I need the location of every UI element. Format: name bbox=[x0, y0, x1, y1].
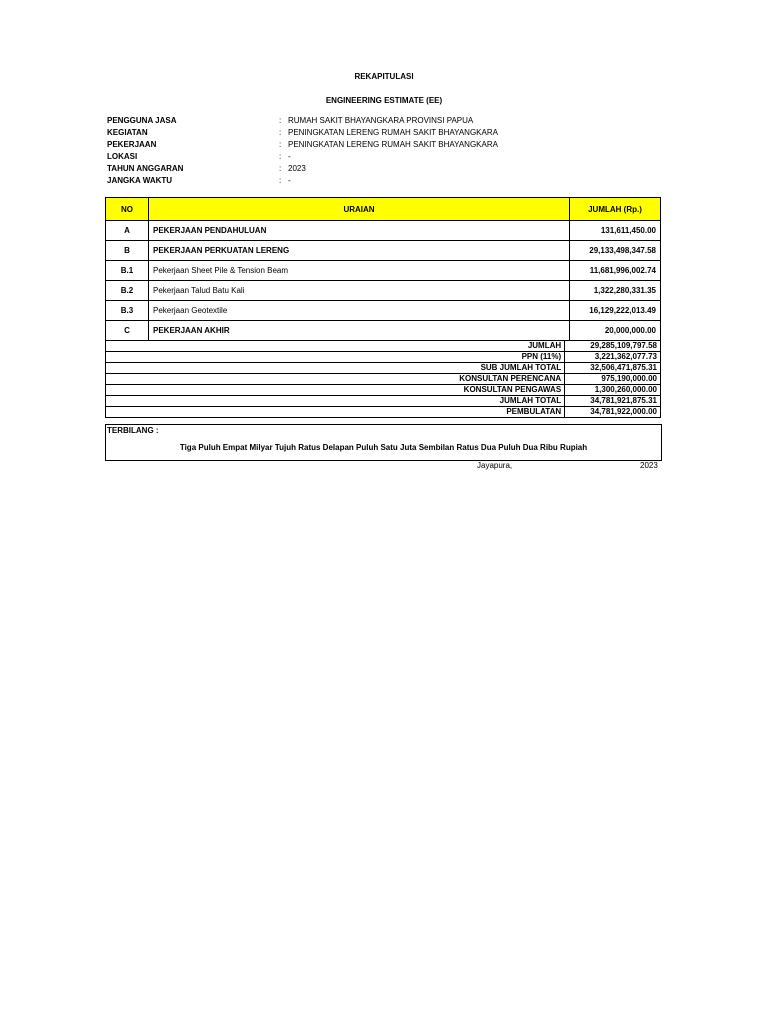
summary-label: SUB JUMLAH TOTAL bbox=[106, 363, 565, 374]
table-row bbox=[106, 261, 661, 281]
info-colon: : bbox=[279, 115, 282, 125]
info-colon: : bbox=[279, 151, 282, 161]
table-row bbox=[106, 281, 661, 301]
table-row bbox=[106, 321, 661, 341]
project-info bbox=[107, 114, 498, 186]
info-value: - bbox=[288, 175, 291, 185]
info-row-pengguna-jasa bbox=[107, 114, 498, 126]
summary-row-jumlah-total bbox=[106, 396, 661, 407]
info-key: KEGIATAN bbox=[107, 127, 148, 137]
info-value: PENINGKATAN LERENG RUMAH SAKIT BHAYANGKARA bbox=[288, 127, 498, 137]
summary-value: 1,300,260,000.00 bbox=[565, 385, 661, 396]
row-desc: PEKERJAAN AKHIR bbox=[149, 321, 570, 341]
summary-label: PPN (11%) bbox=[106, 352, 565, 363]
summary-row-konsultan-perencana bbox=[106, 374, 661, 385]
table-row bbox=[106, 301, 661, 321]
summary-value: 3,221,362,077.73 bbox=[565, 352, 661, 363]
row-desc: PEKERJAAN PENDAHULUAN bbox=[149, 221, 570, 241]
terbilang-label: TERBILANG : bbox=[107, 426, 159, 435]
row-desc: Pekerjaan Sheet Pile & Tension Beam bbox=[149, 261, 570, 281]
info-key: LOKASI bbox=[107, 151, 138, 161]
summary-row-jumlah bbox=[106, 341, 661, 352]
info-value: RUMAH SAKIT BHAYANGKARA PROVINSI PAPUA bbox=[288, 115, 474, 125]
row-amount: 131,611,450.00 bbox=[570, 221, 661, 241]
info-key: JANGKA WAKTU bbox=[107, 175, 173, 185]
footer-city: Jayapura, bbox=[477, 461, 513, 470]
info-key: PENGGUNA JASA bbox=[107, 115, 177, 125]
info-colon: : bbox=[279, 163, 282, 173]
row-no: B bbox=[106, 241, 149, 261]
info-row-pekerjaan bbox=[107, 138, 498, 150]
info-value: 2023 bbox=[288, 163, 306, 173]
row-amount: 11,681,996,002.74 bbox=[570, 261, 661, 281]
terbilang-box bbox=[105, 424, 662, 461]
terbilang-text: Tiga Puluh Empat Milyar Tujuh Ratus Delapan Puluh Satu Juta Sembilan Ratus Dua Puluh Dua Ribu Rupiah bbox=[179, 443, 588, 452]
row-desc: PEKERJAAN PERKUATAN LERENG bbox=[149, 241, 570, 261]
header-uraian: URAIAN bbox=[149, 198, 570, 221]
info-value: PENINGKATAN LERENG RUMAH SAKIT BHAYANGKARA bbox=[288, 139, 498, 149]
row-amount: 29,133,498,347.58 bbox=[570, 241, 661, 261]
info-row-tahun-anggaran bbox=[107, 162, 498, 174]
info-row-kegiatan bbox=[107, 126, 498, 138]
summary-label: JUMLAH bbox=[106, 341, 565, 352]
info-key: TAHUN ANGGARAN bbox=[107, 163, 184, 173]
summary-row-pembulatan bbox=[106, 407, 661, 418]
info-colon: : bbox=[279, 127, 282, 137]
info-key: PEKERJAAN bbox=[107, 139, 157, 149]
row-amount: 20,000,000.00 bbox=[570, 321, 661, 341]
summary-value: 34,781,922,000.00 bbox=[565, 407, 661, 418]
summary-label: JUMLAH TOTAL bbox=[106, 396, 565, 407]
table-header-row bbox=[106, 198, 661, 221]
summary-value: 29,285,109,797.58 bbox=[565, 341, 661, 352]
summary-value: 34,781,921,875.31 bbox=[565, 396, 661, 407]
summary-row-sub-jumlah-total bbox=[106, 363, 661, 374]
table-row bbox=[106, 241, 661, 261]
summary-label: KONSULTAN PENGAWAS bbox=[106, 385, 565, 396]
summary-value: 32,506,471,875.31 bbox=[565, 363, 661, 374]
info-row-jangka-waktu bbox=[107, 174, 498, 186]
row-desc: Pekerjaan Talud Batu Kali bbox=[149, 281, 570, 301]
table-row bbox=[106, 221, 661, 241]
row-no: B.2 bbox=[106, 281, 149, 301]
info-value: - bbox=[288, 151, 291, 161]
summary-label: KONSULTAN PERENCANA bbox=[106, 374, 565, 385]
summary-row-ppn bbox=[106, 352, 661, 363]
header-no: NO bbox=[106, 198, 149, 221]
row-desc: Pekerjaan Geotextile bbox=[149, 301, 570, 321]
summary-table bbox=[105, 340, 661, 418]
row-no: C bbox=[106, 321, 149, 341]
cost-table bbox=[105, 197, 661, 341]
header-jumlah: JUMLAH (Rp.) bbox=[570, 198, 661, 221]
document-subtitle: ENGINEERING ESTIMATE (EE) bbox=[325, 96, 443, 105]
document-title: REKAPITULASI bbox=[354, 72, 414, 81]
row-no: B.3 bbox=[106, 301, 149, 321]
row-no: A bbox=[106, 221, 149, 241]
info-colon: : bbox=[279, 139, 282, 149]
summary-row-konsultan-pengawas bbox=[106, 385, 661, 396]
row-no: B.1 bbox=[106, 261, 149, 281]
row-amount: 16,129,222,013.49 bbox=[570, 301, 661, 321]
footer-year: 2023 bbox=[640, 461, 658, 470]
summary-label: PEMBULATAN bbox=[106, 407, 565, 418]
info-colon: : bbox=[279, 175, 282, 185]
summary-value: 975,190,000.00 bbox=[565, 374, 661, 385]
info-row-lokasi bbox=[107, 150, 498, 162]
row-amount: 1,322,280,331.35 bbox=[570, 281, 661, 301]
